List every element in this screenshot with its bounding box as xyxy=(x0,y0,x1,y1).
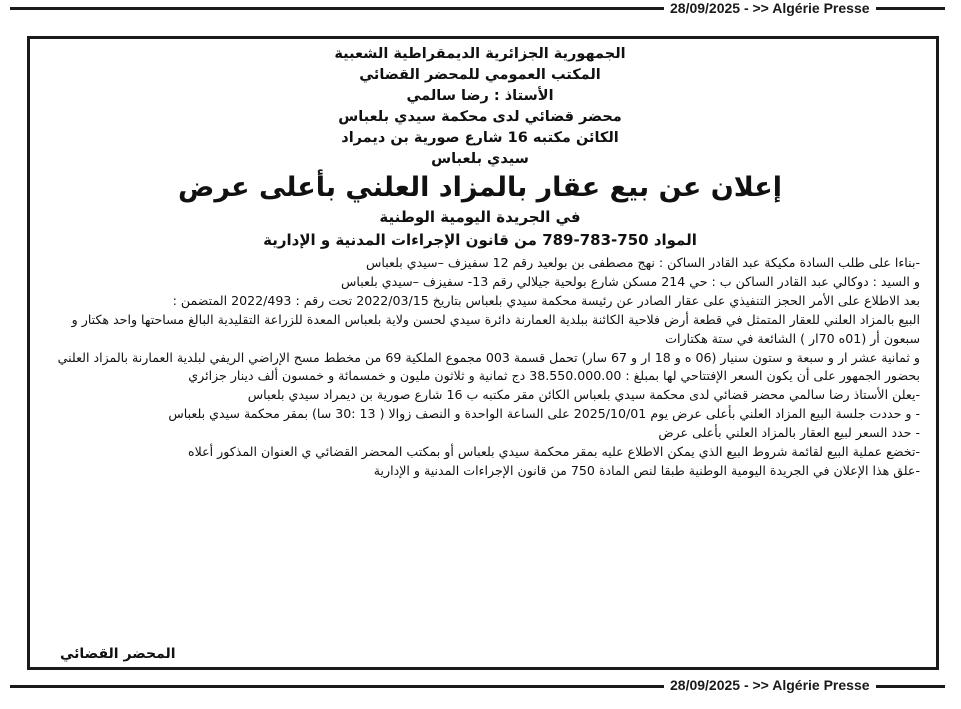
signature: المحضر القضائي xyxy=(60,646,176,662)
body-paragraph: و ثمانية عشر ار و سبعة و ستون سنيار (06 ه و 18 ار و 67 سار) تحمل قسمة 003 مجموع الملكية 69 من مخطط مسح الإراضي الريفي لبلدية العمارنة بالمزاد العلني بحضور الجمهور على أن يكون السعر الإفتتاحي لها بمبلغ : 38.550.000.00 دج ثمانية و ثلاثون مليون و خمسمائة و خمسون ألف دينار جزائري xyxy=(57,349,920,384)
announcement-title: إعلان عن بيع عقار بالمزاد العلني بأعلى عرض xyxy=(178,172,782,203)
body-paragraph: - حدد السعر لبيع العقار بالمزاد العلني بأعلى عرض xyxy=(658,425,920,441)
top-source-label: 28/09/2025 - >> Algérie Presse xyxy=(664,0,876,16)
body-paragraph: بعد الاطلاع على الأمر الحجز التنفيذي على عقار الصادر عن رئيسة محكمة سيدي بلعباس بتاريخ 2022/03/15 تحت رقم : 2022/493 المتضمن : xyxy=(172,292,920,308)
legal-articles-subtitle: المواد 750-783-789 من قانون الإجراءات المدنية و الإدارية xyxy=(263,231,697,249)
header-line-city: سيدي بلعباس xyxy=(431,151,529,167)
header-line-bailiff-name: الأستاذ : رضا سالمي xyxy=(406,88,554,104)
header-line-republic: الجمهورية الجزائرية الديمقراطية الشعبية xyxy=(334,46,626,62)
body-paragraph: -بناءا على طلب السادة مكيكة عبد القادر الساكن : نهج مصطفى بن بولعيد رقم 12 سفيزف –سيدي بلعباس xyxy=(366,255,920,270)
body-paragraph: -علق هذا الإعلان في الجريدة اليومية الوطنية طبقا لنص المادة 750 من قانون الإجراءات المدنية و الإدارية xyxy=(373,462,920,478)
header-line-address: الكائن مكتبه 16 شارع صورية بن ديمراد xyxy=(341,130,619,146)
body-paragraph: و السيد : دوكالي عبد القادر الساكن ب : حي 214 مسكن شارع بولحية جيلالي رقم 13- سفيزف –سيدي بلعباس xyxy=(341,273,920,289)
body-paragraph: - و حددت جلسة البيع المزاد العلني بأعلى عرض يوم 2025/10/01 على الساعة الواحدة و النصف زوالا ( 13 :30 سا) بمقر محكمة سيدي بلعباس xyxy=(168,406,920,422)
header-line-office: المكتب العمومي للمحضر القضائي xyxy=(359,67,601,83)
announcement-body xyxy=(40,254,920,481)
body-paragraph: -يعلن الأستاذ رضا سالمي محضر قضائي لدى محكمة سيدي بلعباس الكائن مقر مكتبه ب 16 شارع صورية بن ديمراد سيدي بلعباس xyxy=(247,387,920,403)
body-paragraph: -تخضع عملية البيع لقائمة شروط البيع الذي يمكن الاطلاع عليه بمقر محكمة سيدي بلعباس أو بمكتب المحضر القضائي ي العنوان المذكور أعلاه xyxy=(188,444,920,460)
body-paragraph: البيع بالمزاد العلني للعقار المتمثل في قطعة أرض فلاحية الكائنة ببلدية العمارنة دائرة سيدي لحسن ولاية بلعباس المعدة للزراعة التقليدية البالغ مساحتها واحد هكتار و سبعون أر (01ه 70ار ) الشائعة في ستة هكتارات xyxy=(71,311,920,346)
header-line-court: محضر قضائي لدى محكمة سيدي بلعباس xyxy=(338,109,622,125)
newspaper-subtitle: في الجريدة اليومية الوطنية xyxy=(379,208,581,226)
announcement-content xyxy=(40,44,920,664)
bottom-source-label: 28/09/2025 - >> Algérie Presse xyxy=(664,677,876,693)
